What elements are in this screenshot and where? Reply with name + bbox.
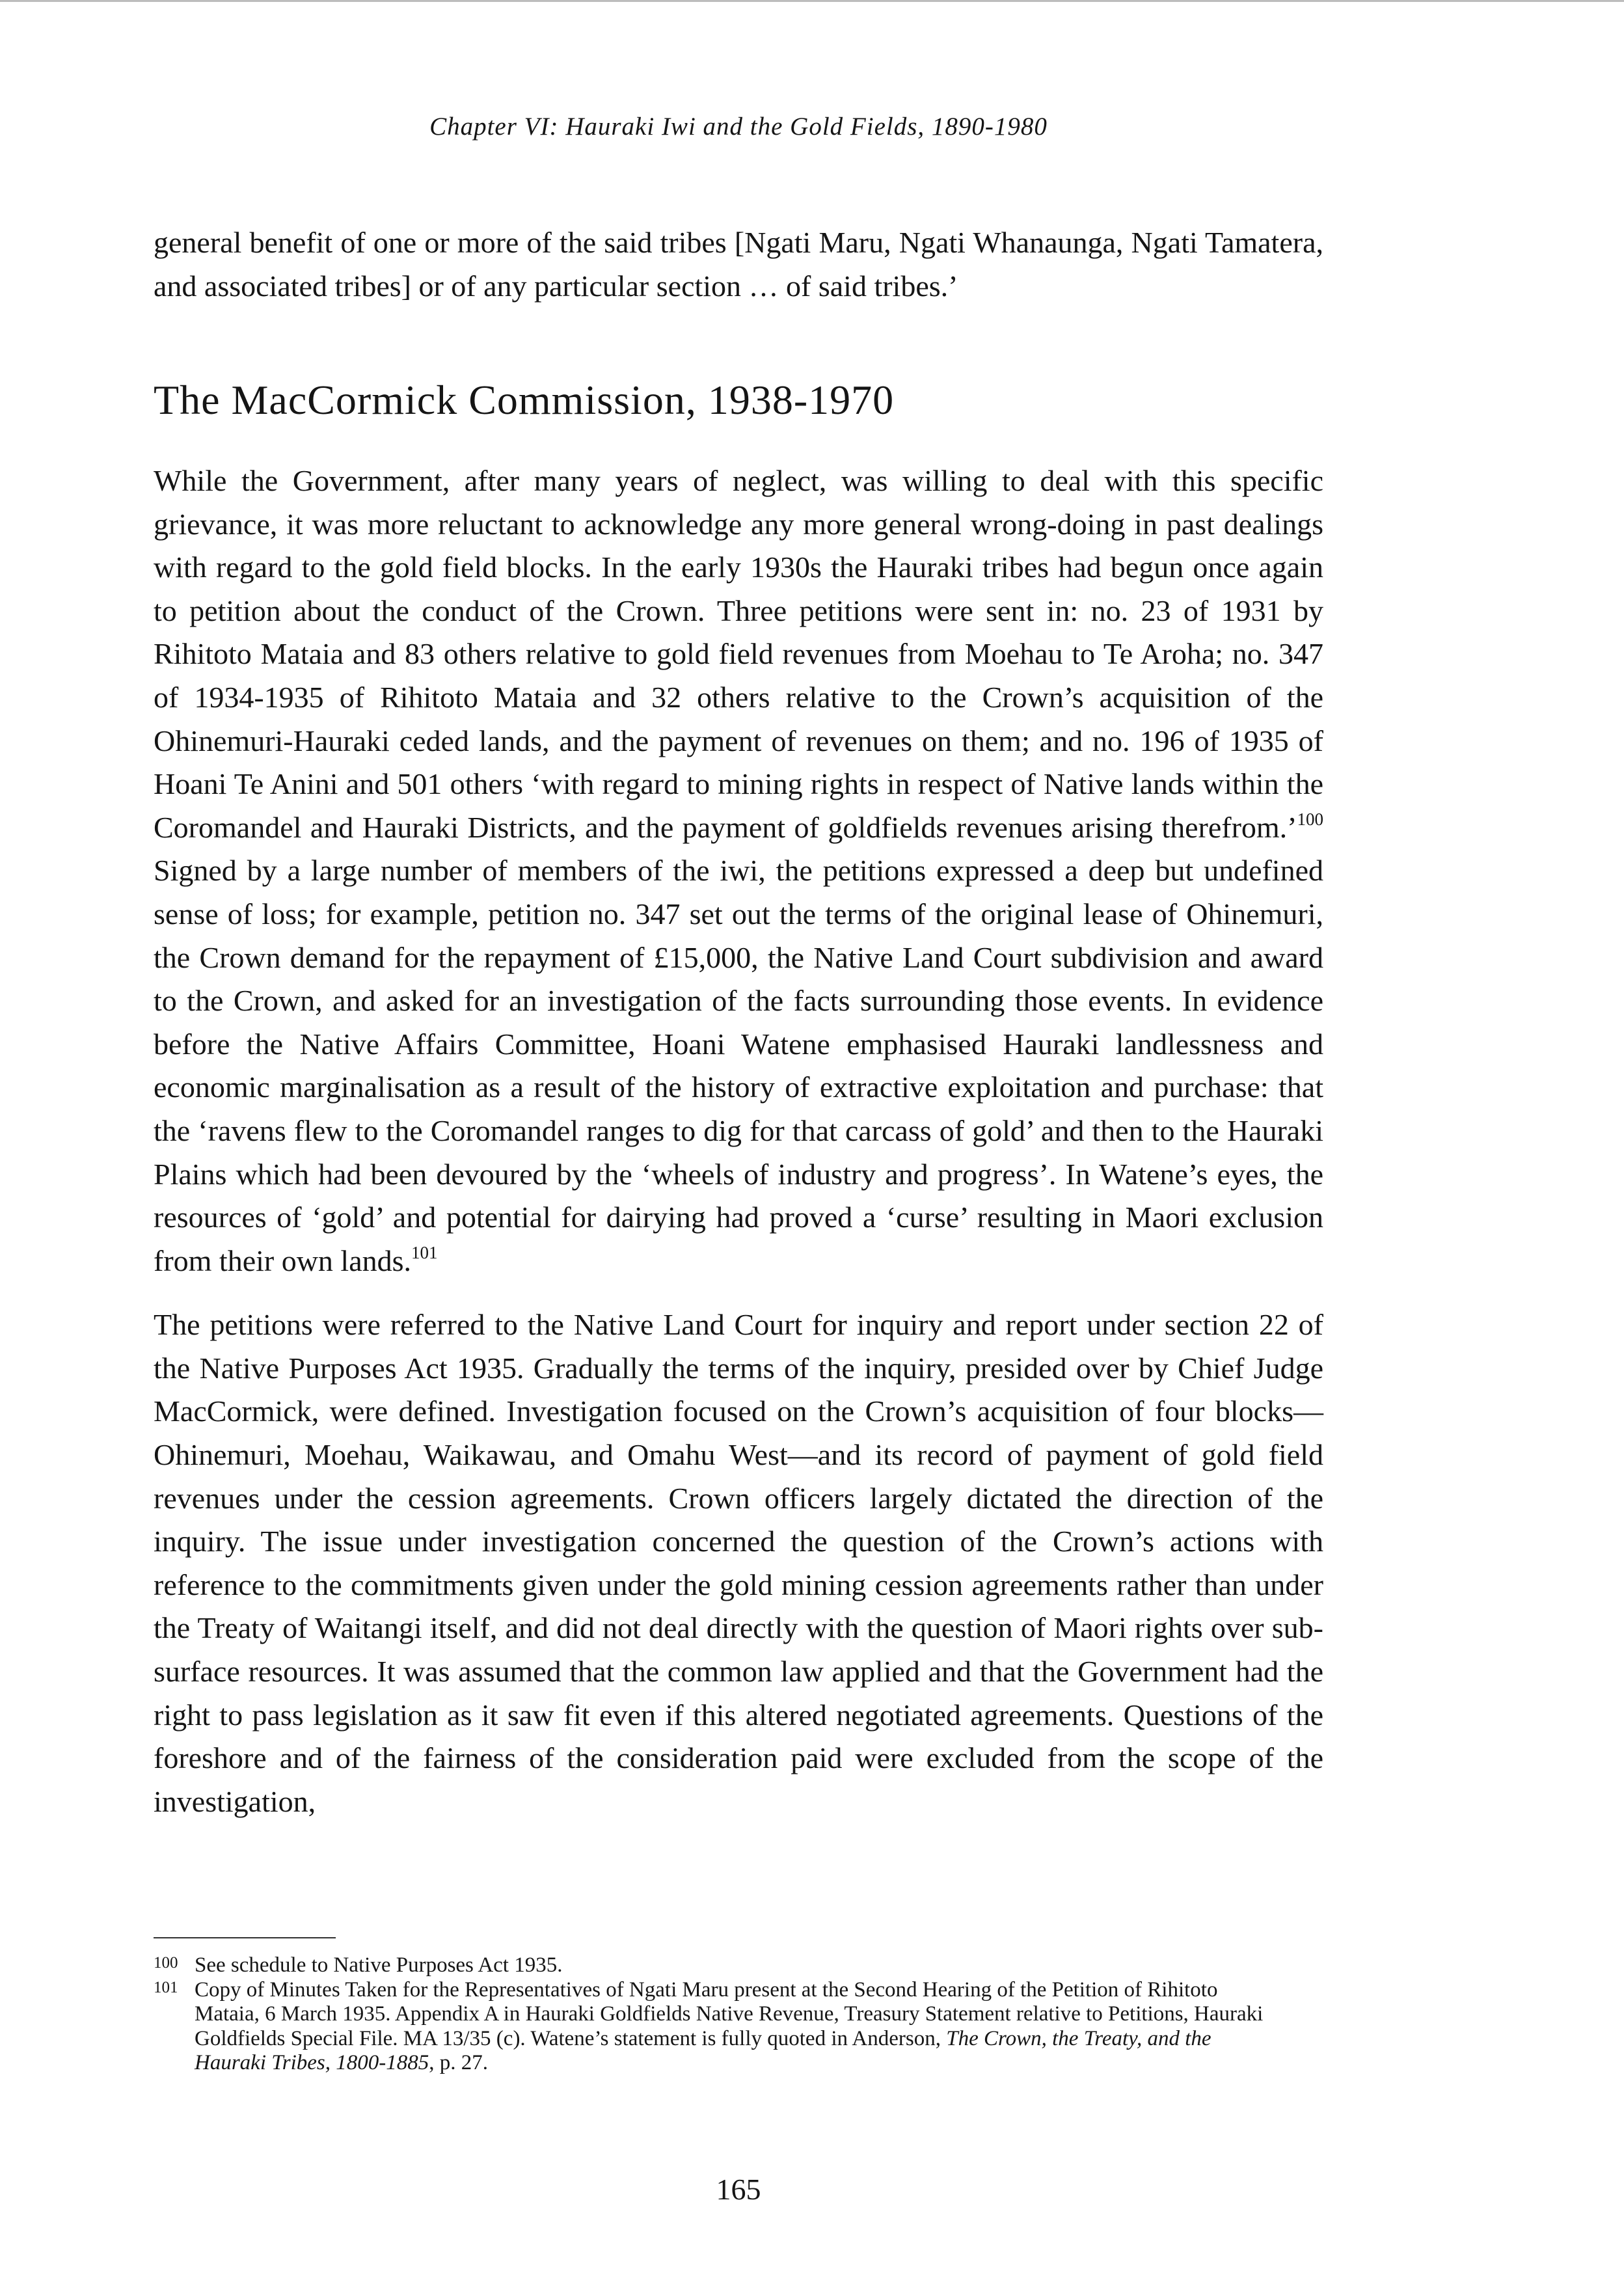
intro-text-block: [154, 221, 1323, 308]
paragraph-1-text-a: While the Government, after many years of neglect, was willing to deal with this specific grievance, it was more reluctant to acknowledge any more general wrong-doing in past dealings with regard to the gold field blocks. In the early 1930s the Hauraki tribes had begun once again to petition about the conduct of the Crown. Three petitions were sent in: no. 23 of 1931 by Rihitoto Mataia and 83 others relative to gold field revenues from Moehau to Te Aroha; no. 347 of 1934-1935 of Rihitoto Mataia and 32 others relative to the Crown’s acquisition of the Ohinemuri-Hauraki ceded lands, and the payment of revenues on them; and no. 196 of 1935 of Hoani Te Anini and 501 others ‘with regard to mining rights in respect of Native lands within the Coromandel and Hauraki Districts, and the payment of goldfields revenues arising therefrom.’: [154, 464, 1323, 844]
footnote-ref-100[interactable]: 100: [1297, 809, 1323, 829]
footnote-number: 100: [154, 1954, 178, 1972]
page-number: 165: [716, 2173, 761, 2206]
footnote-100: [154, 1953, 1286, 1978]
footnote-text: [195, 1978, 1286, 2076]
intro-paragraph: general benefit of one or more of the said tribes [Ngati Maru, Ngati Whanaunga, Ngati Tamatera, and associated tribes] or of any particular section … of said tribes.’: [154, 226, 1323, 303]
footnote-text: See schedule to Native Purposes Act 1935.: [195, 1953, 563, 1977]
body-text-block: [154, 459, 1323, 1823]
body-paragraph-1: [154, 459, 1323, 1283]
footnote-separator: [154, 1937, 336, 1938]
footnote-cited-title: The Crown, the Treaty, and the Hauraki Tribes, 1800-1885: [195, 2026, 1211, 2074]
body-paragraph-2: The petitions were referred to the Native Land Court for inquiry and report under section 22 of the Native Purposes Act 1935. Gradually the terms of the inquiry, presided over by Chief Judge MacCormick, were defined. Investigation focused on the Crown’s acquisition of four blocks—Ohinemuri, Moehau, Waikawau, and Omahu West—and its record of payment of gold field revenues under the cession agreements. Crown officers largely dictated the direction of the inquiry. The issue under investigation concerned the question of the Crown’s actions with reference to the commitments given under the gold mining cession agreements rather than under the Treaty of Waitangi itself, and did not deal directly with the question of Maori rights over sub-surface resources. It was assumed that the common law applied and that the Government had the right to pass legislation as it saw fit even if this altered negotiated agreements. Questions of the foreshore and of the fairness of the consideration paid were excluded from the scope of the investigation,: [154, 1308, 1323, 1818]
footnote-101: [154, 1978, 1286, 2076]
paragraph-1-text-b: Signed by a large number of members of the iwi, the petitions expressed a deep but undefined sense of loss; for example, petition no. 347 set out the terms of the original lease of Ohinemuri, the Crown demand for the repayment of £15,000, the Native Land Court subdivision and award to the Crown, and asked for an investigation of the facts surrounding those events. In evidence before the Native Affairs Committee, Hoani Watene emphasised Hauraki landlessness and economic marginalisation as a result of the history of extractive exploitation and purchase: that the ‘ravens flew to the Coromandel ranges to dig for that carcass of gold’ and then to the Hauraki Plains which had been devoured by the ‘wheels of industry and progress’. In Watene’s eyes, the resources of ‘gold’ and potential for dairying had proved a ‘curse’ resulting in Maori exclusion from their own lands.: [154, 854, 1323, 1277]
footnote-number: 101: [154, 1978, 178, 1996]
footnotes: [154, 1953, 1286, 2076]
running-head: Chapter VI: Hauraki Iwi and the Gold Fields, 1890-1980: [429, 113, 1048, 141]
footnote-text-b: , p. 27.: [429, 2051, 489, 2074]
footnote-text-a: Copy of Minutes Taken for the Representatives of Ngati Maru present at the Second Hearing of the Petition of Rihitoto Mataia, 6 March 1935. Appendix A in Hauraki Goldfields Native Revenue, Treasury Statement relative to Petitions, Hauraki Goldfields Special File. MA 13/35 (c). Watene’s statement is fully quoted in Anderson,: [195, 1977, 1264, 2050]
footnote-ref-101[interactable]: 101: [411, 1242, 438, 1262]
section-heading: The MacCormick Commission, 1938-1970: [154, 377, 895, 423]
top-edge-rule: [0, 0, 1624, 2]
